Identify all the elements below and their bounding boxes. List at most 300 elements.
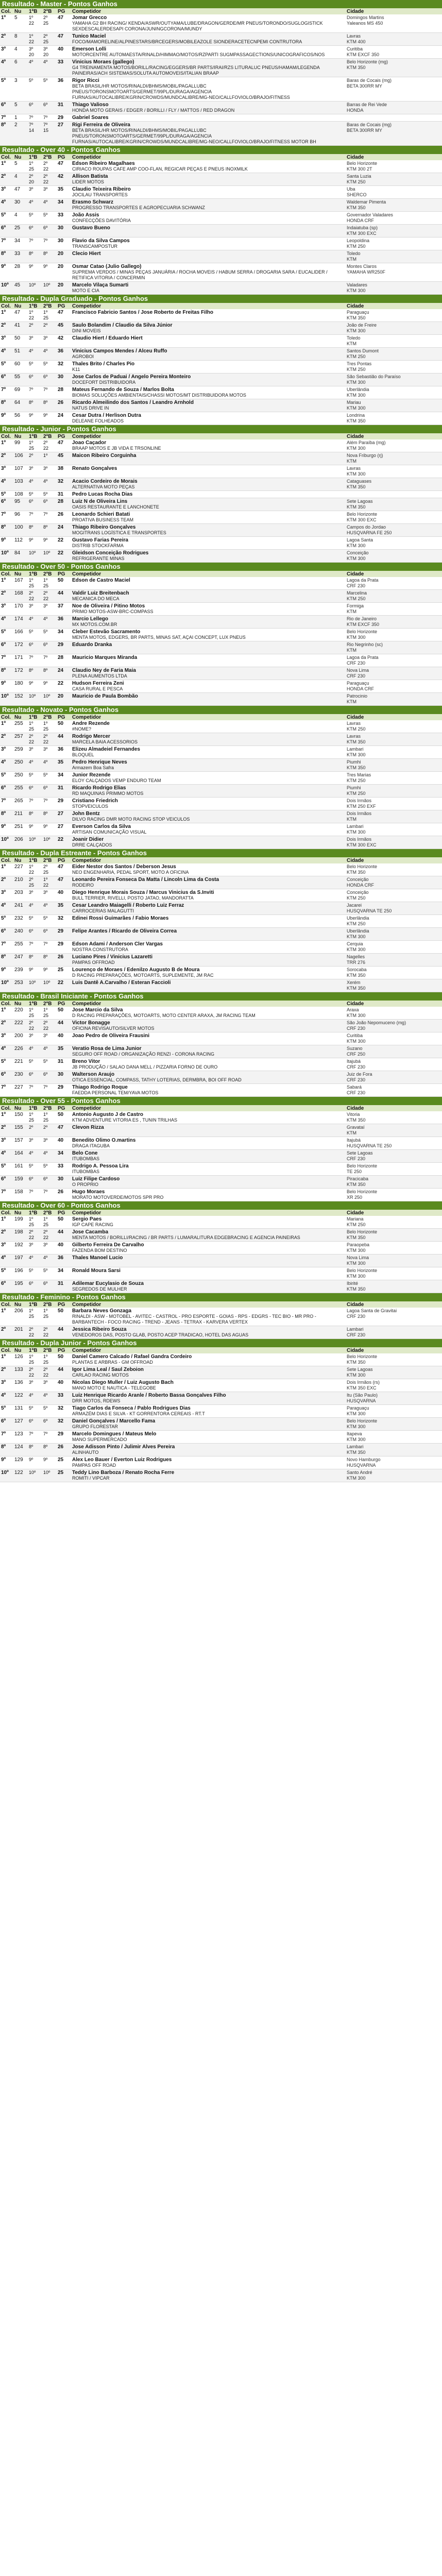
competitor-name: Elizeu Almadeiel Fernandes bbox=[72, 747, 140, 752]
header-1b: 1ªB bbox=[28, 1347, 42, 1353]
points-cell: 26 bbox=[57, 399, 71, 412]
heat2-cell: 2º 22 bbox=[42, 1326, 57, 1339]
competitor-team: NOSTRA CONSTRUTORA bbox=[72, 947, 128, 952]
competitor-name: Vinicius Campos Mendes / Alceu Ruffo bbox=[72, 348, 167, 354]
heat2-cell: 4º bbox=[42, 759, 57, 772]
heat2-cell: 6º bbox=[42, 641, 57, 654]
heat2-cell: 10º bbox=[42, 693, 57, 706]
points-cell: 22 bbox=[57, 537, 71, 550]
table-row bbox=[0, 101, 442, 114]
competitor-cell bbox=[71, 1045, 346, 1058]
city-cell bbox=[346, 1456, 442, 1469]
points-cell: 35 bbox=[57, 186, 71, 199]
motorcycle-model: KTM 350 bbox=[347, 315, 366, 320]
number-cell: 240 bbox=[13, 928, 28, 941]
header-1b: 1ªB bbox=[28, 1105, 42, 1111]
table-row bbox=[0, 452, 442, 465]
table-row bbox=[0, 693, 442, 706]
position-cell: 4º bbox=[0, 199, 13, 212]
heat2-cell: 2º 22 bbox=[42, 1020, 57, 1032]
motorcycle-model: KTM 350 bbox=[347, 418, 366, 423]
motorcycle-model: KTM bbox=[347, 648, 356, 653]
position-cell: 1º bbox=[0, 720, 13, 733]
competitor-cell bbox=[71, 282, 346, 295]
city-cell bbox=[346, 577, 442, 590]
points-cell: 35 bbox=[57, 902, 71, 915]
competitor-team: MENTA MOTOS, EDGERS, BR PARTS, MINAS SAT, AÇAI CONCEPT, LUX PNEUS bbox=[72, 635, 246, 640]
motorcycle-model: CRF 230 bbox=[347, 583, 366, 588]
city-cell bbox=[346, 1058, 442, 1071]
header-pg: PG bbox=[57, 1210, 71, 1216]
points-cell: 44 bbox=[57, 733, 71, 746]
heat1-cell: 2º 22 bbox=[28, 590, 42, 603]
competitor-cell bbox=[71, 1111, 346, 1124]
table-row bbox=[0, 160, 442, 173]
competitor-team: CASA RURAL E PESCA bbox=[72, 686, 123, 691]
section-title: Resultado - Master - Pontos Ganhos bbox=[0, 0, 442, 8]
table-row bbox=[0, 785, 442, 798]
city-name: Uberlândia bbox=[347, 387, 369, 392]
competitor-team: REFRIGERANTE MINAS bbox=[72, 556, 125, 561]
city-name: Lavras bbox=[347, 466, 361, 471]
table-row bbox=[0, 1111, 442, 1124]
city-name: Vitoria bbox=[347, 1112, 360, 1117]
motorcycle-model: KTM 350 bbox=[347, 65, 366, 70]
table-header-row bbox=[0, 1210, 442, 1216]
competitor-name: Luis Dantê A.Carvalho / Esteran Faccioli bbox=[72, 980, 171, 986]
table-row bbox=[0, 1267, 442, 1280]
points-cell: 30 bbox=[57, 238, 71, 250]
motorcycle-model: KTM 350 bbox=[347, 870, 366, 875]
city-cell bbox=[346, 954, 442, 967]
city-name: Paraguaçu bbox=[347, 681, 369, 686]
competitor-team: ITUBOMBAS bbox=[72, 1156, 100, 1161]
city-cell bbox=[346, 282, 442, 295]
heat2-cell: 7º bbox=[42, 114, 57, 122]
heat1-cell: 1º 22 bbox=[28, 33, 42, 46]
motorcycle-model: KTM 300 bbox=[347, 288, 366, 293]
city-cell bbox=[346, 693, 442, 706]
heat2-cell: 3º bbox=[42, 746, 57, 759]
city-cell bbox=[346, 654, 442, 667]
heat1-cell: 3º bbox=[28, 1242, 42, 1255]
competitor-name: Hudson Ferreira Zeni bbox=[72, 681, 124, 686]
table-row bbox=[0, 733, 442, 746]
number-cell: 210 bbox=[13, 876, 28, 889]
motorcycle-model: KTM 250 bbox=[347, 1222, 366, 1227]
position-cell: 5º bbox=[0, 1405, 13, 1418]
competitor-name: Cesar Dutra / Herlison Dutra bbox=[72, 413, 141, 418]
header-2b: 2ªB bbox=[42, 1105, 57, 1111]
competitor-team: CIRIACO ROUPAS CAFE AMP COO-FLAN, REGICAR PEÇAS E PNEUS INOXMILK bbox=[72, 166, 248, 172]
competitor-name: Daniel Camero Calcado / Rafael Gandra Cordeiro bbox=[72, 1354, 192, 1360]
heat2-cell: 8º bbox=[42, 1444, 57, 1456]
number-cell: 197 bbox=[13, 1255, 28, 1267]
competitor-cell bbox=[71, 465, 346, 478]
competitor-name: João Assis bbox=[72, 212, 99, 218]
city-cell bbox=[346, 114, 442, 122]
competitor-team: IGP CAPE RACING bbox=[72, 1222, 113, 1227]
category-section bbox=[0, 295, 442, 425]
points-cell: 50 bbox=[57, 1111, 71, 1124]
position-cell: 5º bbox=[0, 77, 13, 101]
heat2-cell: 7º bbox=[42, 654, 57, 667]
position-cell: 10º bbox=[0, 693, 13, 706]
table-row bbox=[0, 322, 442, 335]
heat1-cell: 7º bbox=[28, 386, 42, 399]
motorcycle-model: CRF 230 bbox=[347, 1077, 366, 1082]
city-name: Curitiba bbox=[347, 1033, 363, 1038]
competitor-cell bbox=[71, 1124, 346, 1137]
number-cell: 112 bbox=[13, 537, 28, 550]
table-row bbox=[0, 798, 442, 810]
motorcycle-model: KTM 350 bbox=[347, 1117, 366, 1123]
header-city: Cidade bbox=[346, 1347, 442, 1353]
position-cell: 1º bbox=[0, 14, 13, 33]
heat1-cell: 9º bbox=[28, 537, 42, 550]
competitor-cell bbox=[71, 616, 346, 629]
motorcycle-model: HUSQVARNA TE 250 bbox=[347, 908, 392, 913]
heat2-cell: 7º bbox=[42, 798, 57, 810]
points-cell: 40 bbox=[57, 1242, 71, 1255]
heat2-cell: 6º bbox=[42, 1071, 57, 1084]
motorcycle-model: BETA 300RR MY bbox=[347, 83, 382, 89]
table-row bbox=[0, 238, 442, 250]
table-row bbox=[0, 114, 442, 122]
motorcycle-model: XR 250 bbox=[347, 1195, 363, 1200]
position-cell: 2º bbox=[0, 590, 13, 603]
heat2-cell: 4º bbox=[42, 1045, 57, 1058]
heat1-cell: 10º bbox=[28, 979, 42, 992]
heat2-cell: 3º bbox=[42, 889, 57, 902]
position-cell: 5º bbox=[0, 1163, 13, 1176]
number-cell: 239 bbox=[13, 967, 28, 979]
number-cell: 5 bbox=[13, 160, 28, 173]
competitor-cell bbox=[71, 902, 346, 915]
results-table bbox=[0, 1301, 442, 1339]
position-cell: 6º bbox=[0, 928, 13, 941]
header-pg: PG bbox=[57, 8, 71, 14]
table-row bbox=[0, 386, 442, 399]
competitor-cell bbox=[71, 693, 346, 706]
city-name: Piumhi bbox=[347, 785, 361, 790]
motorcycle-model: KTM 250 bbox=[347, 596, 366, 601]
heat1-cell: 7º bbox=[28, 1084, 42, 1097]
city-cell bbox=[346, 550, 442, 563]
position-cell: 7º bbox=[0, 114, 13, 122]
table-row bbox=[0, 979, 442, 992]
heat1-cell: 4º bbox=[28, 59, 42, 77]
competitor-cell bbox=[71, 1405, 346, 1418]
table-header-row bbox=[0, 154, 442, 160]
position-cell: 6º bbox=[0, 101, 13, 114]
heat2-cell: 1º 25 bbox=[42, 720, 57, 733]
points-cell: 50 bbox=[57, 1216, 71, 1229]
points-cell: 30 bbox=[57, 225, 71, 238]
number-cell: 255 bbox=[13, 720, 28, 733]
number-cell: 257 bbox=[13, 733, 28, 746]
competitor-name: Thiago Rodrigo Roque bbox=[72, 1084, 128, 1090]
heat1-cell: 9º bbox=[28, 823, 42, 836]
motorcycle-model: CRF 230 bbox=[347, 1090, 366, 1095]
motorcycle-model: KTM 300 bbox=[347, 328, 366, 333]
header-col: Col. bbox=[0, 8, 13, 14]
heat1-cell: 1º 22 bbox=[28, 863, 42, 876]
header-col: Col. bbox=[0, 1105, 13, 1111]
position-cell: 1º bbox=[0, 1007, 13, 1020]
position-cell: 1º bbox=[0, 439, 13, 452]
position-cell: 3º bbox=[0, 889, 13, 902]
header-1b: 1ªB bbox=[28, 1210, 42, 1216]
points-cell: 27 bbox=[57, 810, 71, 823]
city-name: Santo André bbox=[347, 1470, 372, 1475]
city-name: Toledo bbox=[347, 251, 361, 256]
motorcycle-model: KTM 250 bbox=[347, 791, 366, 796]
competitor-cell bbox=[71, 374, 346, 386]
heat2-cell: 7º bbox=[42, 1189, 57, 1201]
city-cell bbox=[346, 836, 442, 849]
category-section bbox=[0, 1201, 442, 1293]
competitor-name: Barbara Neves Gonzaga bbox=[72, 1308, 132, 1314]
city-name: Lavras bbox=[347, 734, 361, 739]
heat2-cell: 8º bbox=[42, 399, 57, 412]
header-city: Cidade bbox=[346, 154, 442, 160]
competitor-team: FAZENDA BOM DESTINO bbox=[72, 1248, 127, 1253]
table-row bbox=[0, 77, 442, 101]
city-name: Londrina bbox=[347, 413, 365, 418]
number-cell: 2 bbox=[13, 122, 28, 146]
heat2-cell: 5º bbox=[42, 491, 57, 498]
position-cell: 7º bbox=[0, 238, 13, 250]
position-cell: 2º bbox=[0, 1366, 13, 1379]
competitor-team: AGROBOI bbox=[72, 354, 94, 359]
competitor-team: STOPVEICULOS bbox=[72, 804, 108, 809]
competitor-name: Edson Ribeiro Magalhaes bbox=[72, 161, 135, 166]
position-cell: 9º bbox=[0, 263, 13, 282]
points-cell: 29 bbox=[57, 1431, 71, 1444]
position-cell: 6º bbox=[0, 641, 13, 654]
category-section bbox=[0, 146, 442, 295]
heat2-cell: 4º bbox=[42, 348, 57, 361]
position-cell: 5º bbox=[0, 1267, 13, 1280]
heat2-cell: 4º bbox=[42, 1392, 57, 1405]
results-table bbox=[0, 303, 442, 425]
position-cell: 3º bbox=[0, 1137, 13, 1150]
heat2-cell: 7º bbox=[42, 386, 57, 399]
heat2-cell: 1º 25 bbox=[42, 577, 57, 590]
city-cell bbox=[346, 1431, 442, 1444]
heat1-cell: 1º 25 bbox=[28, 160, 42, 173]
city-name: Gravataí bbox=[347, 1125, 365, 1130]
competitor-name: Daniel Gonçalves / Marcello Fama bbox=[72, 1418, 156, 1424]
city-name: Baras de Cocais (mg) bbox=[347, 78, 392, 83]
competitor-team: DRR MOTOS, RDEWS bbox=[72, 1398, 121, 1403]
number-cell: 25 bbox=[13, 225, 28, 238]
position-cell: 4º bbox=[0, 1045, 13, 1058]
number-cell: 8 bbox=[13, 33, 28, 46]
city-cell bbox=[346, 1124, 442, 1137]
motorcycle-model: KTM 300 bbox=[347, 1274, 366, 1279]
points-cell: 34 bbox=[57, 199, 71, 212]
position-cell: 8º bbox=[0, 954, 13, 967]
heat2-cell: 2º 22 bbox=[42, 173, 57, 186]
motorcycle-model: KTM 300 bbox=[347, 934, 366, 939]
competitor-name: Nicolas Diego Muller / Luiz Augusto Bach bbox=[72, 1380, 174, 1385]
competitor-cell bbox=[71, 654, 346, 667]
competitor-team: CARROCERIAS MALAGUTTI bbox=[72, 908, 134, 913]
heat2-cell: 7º bbox=[42, 1084, 57, 1097]
city-cell bbox=[346, 759, 442, 772]
competitor-cell bbox=[71, 225, 346, 238]
motorcycle-model: KTM 300 bbox=[347, 1261, 366, 1266]
heat2-cell: 5º bbox=[42, 1058, 57, 1071]
competitor-cell bbox=[71, 720, 346, 733]
competitor-name: Rodrigo Mercer bbox=[72, 734, 110, 739]
points-cell: 33 bbox=[57, 1163, 71, 1176]
number-cell: 222 bbox=[13, 1020, 28, 1032]
city-name: Suzano bbox=[347, 1046, 363, 1051]
city-name: Formiga bbox=[347, 603, 364, 608]
competitor-team: PLANTAS E ARBRAS - GM OFFROAD bbox=[72, 1360, 153, 1365]
competitor-cell bbox=[71, 537, 346, 550]
category-section bbox=[0, 849, 442, 992]
number-cell: 30 bbox=[13, 199, 28, 212]
table-row bbox=[0, 1326, 442, 1339]
heat1-cell: 5º bbox=[28, 77, 42, 101]
header-2b: 2ªB bbox=[42, 1001, 57, 1007]
heat1-cell: 4º bbox=[28, 1150, 42, 1163]
heat1-cell: 5º bbox=[28, 915, 42, 928]
city-cell bbox=[346, 876, 442, 889]
heat1-cell: 7º bbox=[28, 1431, 42, 1444]
competitor-team: RODEIRO bbox=[72, 883, 94, 888]
table-row bbox=[0, 603, 442, 616]
city-name: Araxa bbox=[347, 1007, 359, 1012]
heat2-cell: 2º 22 bbox=[42, 160, 57, 173]
city-name: Sete Lagoas bbox=[347, 499, 373, 504]
category-section bbox=[0, 563, 442, 706]
motorcycle-model: CRF 230 bbox=[347, 1332, 366, 1337]
competitor-name: Edinei Rossi Guimarães / Fabio Moraes bbox=[72, 916, 169, 921]
competitor-cell bbox=[71, 577, 346, 590]
header-col: Col. bbox=[0, 857, 13, 863]
city-name: Patrocinio bbox=[347, 693, 368, 699]
header-2b: 2ªB bbox=[42, 154, 57, 160]
position-cell: 1º bbox=[0, 1308, 13, 1326]
header-2b: 2ªB bbox=[42, 1301, 57, 1308]
competitor-team: BETA BRASIL/HR MOTOS/RINALDI/BHMS/MOBIL/PAGALLUBC PNEUS/TORONSMOTOARTS/GERMET/99PL/DURAGA/AGENCIA FURNAS/AUTOCALIBRE/KGRIN/CROWDS/MUNDCALIBRE/MG-NEO/CALLFOVIOLO/BRAJO/FITNESS MOTOR BH bbox=[72, 128, 316, 144]
position-cell: 2º bbox=[0, 1020, 13, 1032]
number-cell: 157 bbox=[13, 1137, 28, 1150]
points-cell: 31 bbox=[57, 1058, 71, 1071]
points-cell: 47 bbox=[57, 33, 71, 46]
points-cell: 24 bbox=[57, 667, 71, 680]
heat2-cell: 8º bbox=[42, 810, 57, 823]
competitor-team: HONDA MOTO GERAIS / EDGER / BORILLI / FLY / MATTOS / RED DRAGON bbox=[72, 108, 235, 113]
city-name: São Sebastião do Paraíso bbox=[347, 374, 401, 379]
points-cell: 22 bbox=[57, 550, 71, 563]
position-cell: 3º bbox=[0, 1032, 13, 1045]
heat1-cell: 2º 20 bbox=[28, 173, 42, 186]
number-cell: 195 bbox=[13, 1280, 28, 1293]
header-2b: 2ªB bbox=[42, 571, 57, 577]
competitor-name: Mauricio Marques Miranda bbox=[72, 655, 138, 660]
position-cell: 10º bbox=[0, 1469, 13, 1482]
number-cell: 253 bbox=[13, 979, 28, 992]
points-cell: 32 bbox=[57, 1418, 71, 1431]
competitor-team: DILVO RACING DMR MOTO RACING STOP VEICULOS bbox=[72, 817, 190, 822]
heat1-cell: 6º bbox=[28, 374, 42, 386]
competitor-team: FOCO/MAMORELINE/ALPINESTARS/BRCEGERS/MOBILEAZOLE SIONDERACETECNPEMI CONTRUTORA bbox=[72, 39, 302, 44]
city-name: Belo Horizonte bbox=[347, 629, 378, 634]
position-cell: 7º bbox=[0, 386, 13, 399]
table-row bbox=[0, 1163, 442, 1176]
position-cell: 6º bbox=[0, 1071, 13, 1084]
motorcycle-model: KTM 250 bbox=[347, 354, 366, 359]
number-cell: 51 bbox=[13, 348, 28, 361]
header-nu: Nu bbox=[13, 433, 28, 439]
heat2-cell: 2º 22 bbox=[42, 439, 57, 452]
competitor-cell bbox=[71, 1379, 346, 1392]
points-cell: 25 bbox=[57, 1469, 71, 1482]
city-name: Xerém bbox=[347, 980, 361, 985]
table-row bbox=[0, 282, 442, 295]
motorcycle-model: KTM 350 bbox=[347, 1360, 366, 1365]
position-cell: 6º bbox=[0, 1280, 13, 1293]
header-1b: 1ªB bbox=[28, 303, 42, 309]
competitor-team: ALINHAUTO bbox=[72, 1450, 99, 1455]
number-cell: 28 bbox=[13, 263, 28, 282]
section-title: Resultado - Over 60 - Pontos Ganhos bbox=[0, 1201, 442, 1210]
heat1-cell: 2º 22 bbox=[28, 733, 42, 746]
competitor-team: MOGITRANS LOGÍSTICA E TRANSPORTES bbox=[72, 530, 166, 535]
heat2-cell: 6º bbox=[42, 928, 57, 941]
table-header-row bbox=[0, 857, 442, 863]
heat1-cell: 1º 25 bbox=[28, 1007, 42, 1020]
competitor-team: O PROPRIO bbox=[72, 1182, 99, 1187]
number-cell: 168 bbox=[13, 590, 28, 603]
header-city: Cidade bbox=[346, 433, 442, 439]
city-cell bbox=[346, 238, 442, 250]
competitor-cell bbox=[71, 954, 346, 967]
points-cell: 40 bbox=[57, 889, 71, 902]
heat2-cell: 2º 22 bbox=[42, 1366, 57, 1379]
number-cell: 47 bbox=[13, 186, 28, 199]
number-cell: 232 bbox=[13, 915, 28, 928]
city-cell bbox=[346, 374, 442, 386]
city-cell bbox=[346, 399, 442, 412]
competitor-team: DRRE CALÇADOS bbox=[72, 842, 112, 848]
competitor-name: Gustavo Bueno bbox=[72, 225, 110, 231]
table-row bbox=[0, 810, 442, 823]
position-cell: 1º bbox=[0, 1111, 13, 1124]
table-row bbox=[0, 399, 442, 412]
competitor-cell bbox=[71, 173, 346, 186]
number-cell: 227 bbox=[13, 1084, 28, 1097]
heat1-cell: 3º bbox=[28, 889, 42, 902]
city-cell bbox=[346, 915, 442, 928]
header-nu: Nu bbox=[13, 857, 28, 863]
competitor-team: MX MOTOS.COM.BR bbox=[72, 622, 117, 627]
points-cell: 50 bbox=[57, 1007, 71, 1020]
number-cell: 241 bbox=[13, 902, 28, 915]
points-cell: 27 bbox=[57, 823, 71, 836]
city-name: Uberlândia bbox=[347, 928, 369, 934]
position-cell: 5º bbox=[0, 1058, 13, 1071]
competitor-cell bbox=[71, 1366, 346, 1379]
competitor-cell bbox=[71, 348, 346, 361]
competitor-team: RD MAQUINAS PRIMMO MOTOS bbox=[72, 791, 144, 796]
